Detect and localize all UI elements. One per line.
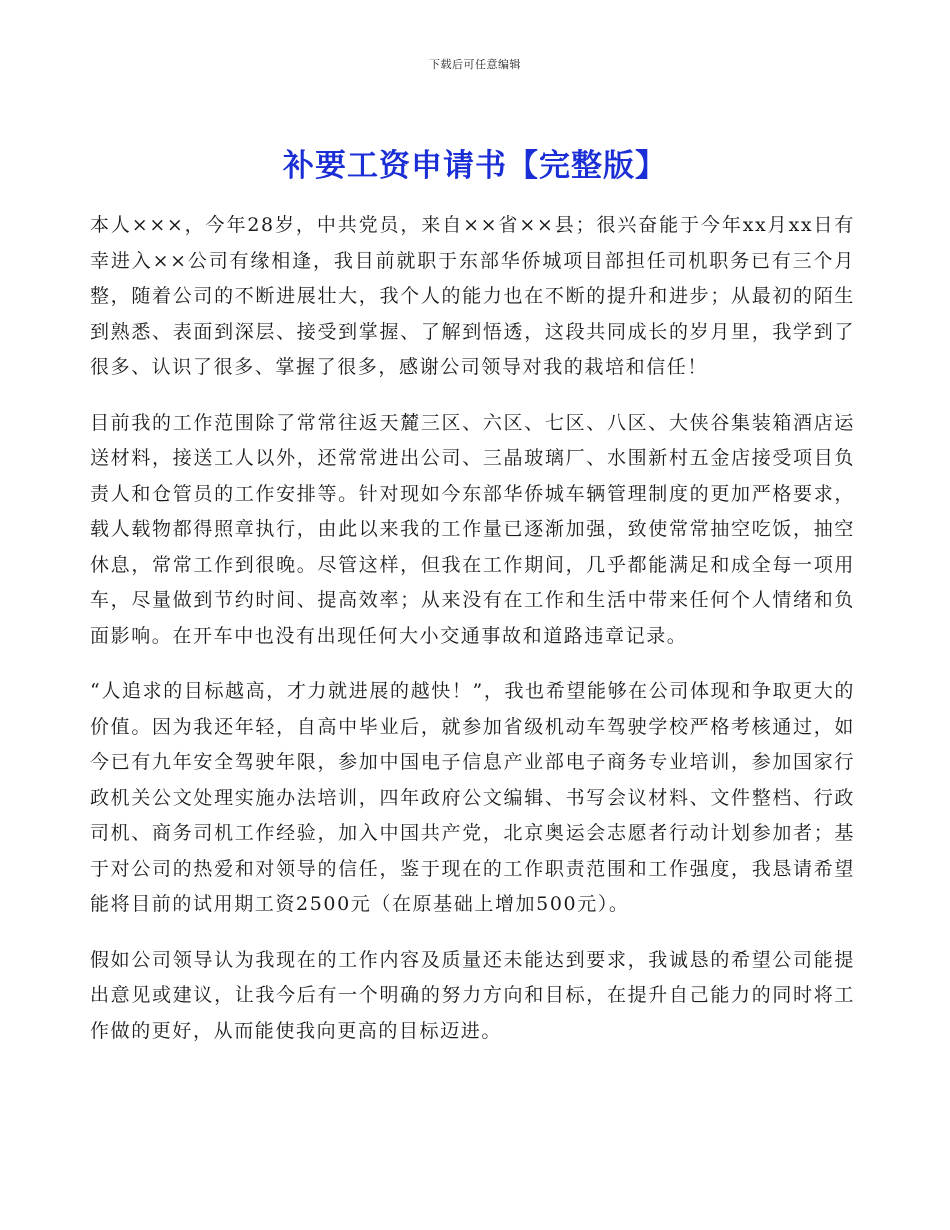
document-body — [90, 208, 855, 1069]
header-note: 下载后可任意编辑 — [429, 58, 521, 71]
paragraph-closing: 假如公司领导认为我现在的工作内容及质量还未能达到要求，我诚恳的希望公司能提出意见或建议，让我今后有一个明确的努力方向和目标，在提升自己能力的同时将工作做的更好，从而能使我向更高的目标迈进。 — [90, 948, 855, 1042]
paragraph-request: “人追求的目标越高，才力就进展的越快！”，我也希望能够在公司体现和争取更大的价值。因为我还年轻，自高中毕业后，就参加省级机动车驾驶学校严格考核通过，如今已有九年安全驾驶年限，参加中国电子信息产业部电子商务专业培训，参加国家行政机关公文处理实施办法培训，四年政府公文编辑、书写会议材料、文件整档、行政司机、商务司机工作经验，加入中国共产党，北京奥运会志愿者行动计划参加者；基于对公司的热爱和对领导的信任，鉴于现在的工作职责范围和工作强度，我恳请希望能将目前的试用期工资2500元（在原基础上增加500元）。 — [90, 680, 855, 915]
paragraph-work-scope: 目前我的工作范围除了常常往返天麓三区、六区、七区、八区、大侠谷集装箱酒店运送材料，接送工人以外，还常常进出公司、三晶玻璃厂、水围新村五金店接受项目负责人和仓管员的工作安排等。针对现如今东部华侨城车辆管理制度的更加严格要求，载人载物都得照章执行，由此以来我的工作量已逐渐加强，致使常常抽空吃饭，抽空休息，常常工作到很晚。尽管这样，但我在工作期间，几乎都能满足和成全每一项用车，尽量做到节约时间、提高效率；从来没有在工作和生活中带来任何个人情绪和负面影响。在开车中也没有出现任何大小交通事故和道路违章记录。 — [90, 411, 855, 647]
paragraph-intro: 本人×××，今年28岁，中共党员，来自××省××县；很兴奋能于今年xx月xx日有幸进入××公司有缘相逢，我目前就职于东部华侨城项目部担任司机职务已有三个月整，随着公司的不断进展壮大，我个人的能力也在不断的提升和进步；从最初的陌生到熟悉、表面到深层、接受到掌握、了解到悟透，这段共同成长的岁月里，我学到了很多、认识了很多、掌握了很多，感谢公司领导对我的栽培和信任！ — [90, 214, 855, 378]
document-title: 补要工资申请书【完整版】 — [283, 148, 667, 184]
